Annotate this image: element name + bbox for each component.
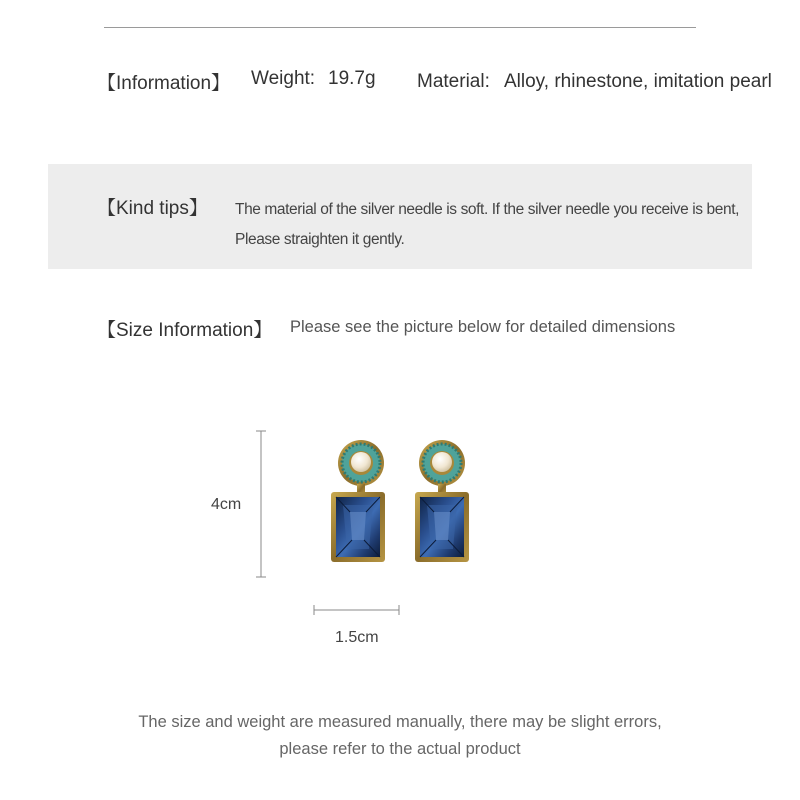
height-dimension-label: 4cm (211, 496, 242, 513)
width-dimension-line (314, 605, 399, 615)
disclaimer-line-2: please refer to the actual product (279, 740, 521, 758)
weight-value: 19.7g (328, 68, 376, 89)
kind-tips-line-2: Please straighten it gently. (235, 231, 405, 248)
kind-tips-heading: 【Kind tips】 (97, 198, 208, 219)
right-earring-image (415, 440, 469, 562)
size-information-description: Please see the picture below for detailed dimensions (290, 318, 676, 336)
weight-label: Weight: (251, 68, 316, 89)
information-heading: 【Information】 (97, 73, 231, 94)
disclaimer-line-1: The size and weight are measured manually, there may be slight errors, (138, 713, 662, 731)
material-label: Material: (417, 71, 490, 92)
kind-tips-line-1: The material of the silver needle is soft. If the silver needle you receive is bent, (235, 201, 740, 218)
size-information-heading: 【Size Information】 (97, 320, 273, 341)
measurement-disclaimer (0, 709, 800, 763)
height-dimension-line (256, 431, 266, 577)
material-value: Alloy, rhinestone, imitation pearl (504, 71, 772, 92)
left-earring-image (331, 440, 385, 562)
width-dimension-label: 1.5cm (335, 629, 379, 646)
